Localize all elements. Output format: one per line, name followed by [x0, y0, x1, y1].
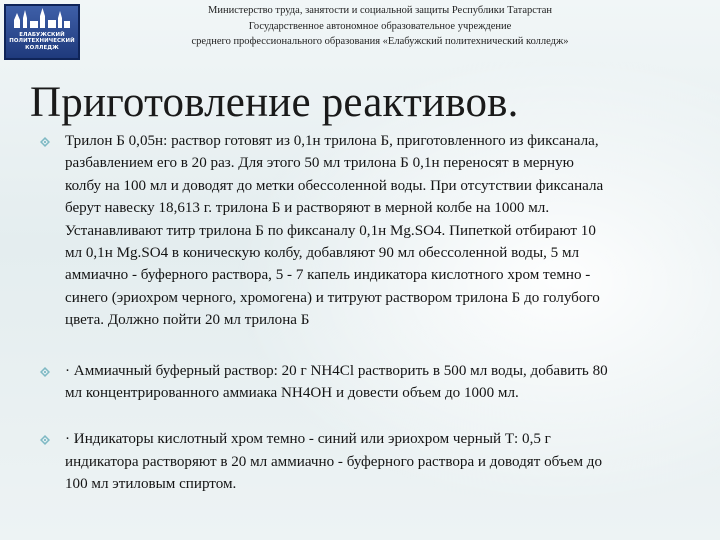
paragraph-line: берут навеску 18,613 г. трилона Б и растворяют в мерной колбе на 1000 мл.: [65, 200, 550, 217]
paragraph-line: мл 0,1н Mg.SO4 в коническую колбу, добавляют 90 мл обессоленной воды, 5 мл: [65, 245, 580, 262]
bullet-icon: [40, 435, 50, 445]
paragraph-ammonia-buffer: [40, 360, 720, 405]
paragraph-line: аммиачно - буферного раствора, 5 - 7 капель индикатора кислотного хром темно -: [65, 267, 591, 284]
logo-text: [8, 32, 76, 51]
college-logo: [4, 4, 80, 60]
paragraph-line: 100 мл этиловым спиртом.: [65, 476, 237, 493]
paragraph-trilon: [40, 130, 720, 332]
paragraph-line: Трилон Б 0,05н: раствор готовят из 0,1н трилона Б, приготовленного из фиксанала,: [65, 133, 599, 149]
paragraph-line: · Индикаторы кислотный хром темно - синий или эриохром черный Т: 0,5 г: [65, 431, 551, 448]
paragraph-line: колбу на 100 мл и доводят до метки обессоленной воды. При отсутствии фиксанала: [65, 177, 604, 194]
slide-content: [40, 130, 720, 496]
header-line-institution: Государственное автономное образовательное учреждение: [248, 20, 512, 32]
organization-header: [120, 3, 640, 50]
paragraph-line: · Аммиачный буферный раствор: 20 г NH4Cl растворить в 500 мл воды, добавить 80: [65, 362, 608, 379]
paragraph-indicators: [40, 428, 720, 495]
header-line-college: среднего профессионального образования «Елабужский политехнический колледж»: [191, 36, 569, 47]
bullet-icon: [40, 367, 50, 377]
paragraph-line: синего (эриохром черного, хромогена) и титруют раствором трилона Б до голубого: [65, 289, 600, 306]
paragraph-line: индикатора растворяют в 20 мл аммиачно - буферного раствора и доводят объем до: [65, 453, 603, 470]
logo-text-line: ПОЛИТЕХНИЧЕСКИЙ: [9, 38, 75, 45]
paragraph-line: Устанавливают титр трилона Б по фиксаналу 0,1н Mg.SO4. Пипеткой отбирают 10: [65, 222, 596, 239]
logo-text-line: КОЛЛЕДЖ: [25, 44, 59, 51]
paragraph-line: цвета. Должно пойти 20 мл трилона Б: [65, 312, 310, 329]
slide-title: Приготовление реактивов.: [30, 79, 519, 126]
logo-text-line: ЕЛАБУЖСКИЙ: [19, 32, 65, 38]
bullet-icon: [40, 137, 50, 147]
paragraph-line: мл концентрированного аммиака NH4OH и довести объем до 1000 мл.: [65, 385, 519, 402]
header-line-ministry: Министерство труда, занятости и социальной защиты Республики Татарстан: [208, 5, 552, 16]
paragraph-line: разбавлением его в 20 раз. Для этого 50 мл трилона Б 0,1н переносят в мерную: [65, 155, 574, 172]
